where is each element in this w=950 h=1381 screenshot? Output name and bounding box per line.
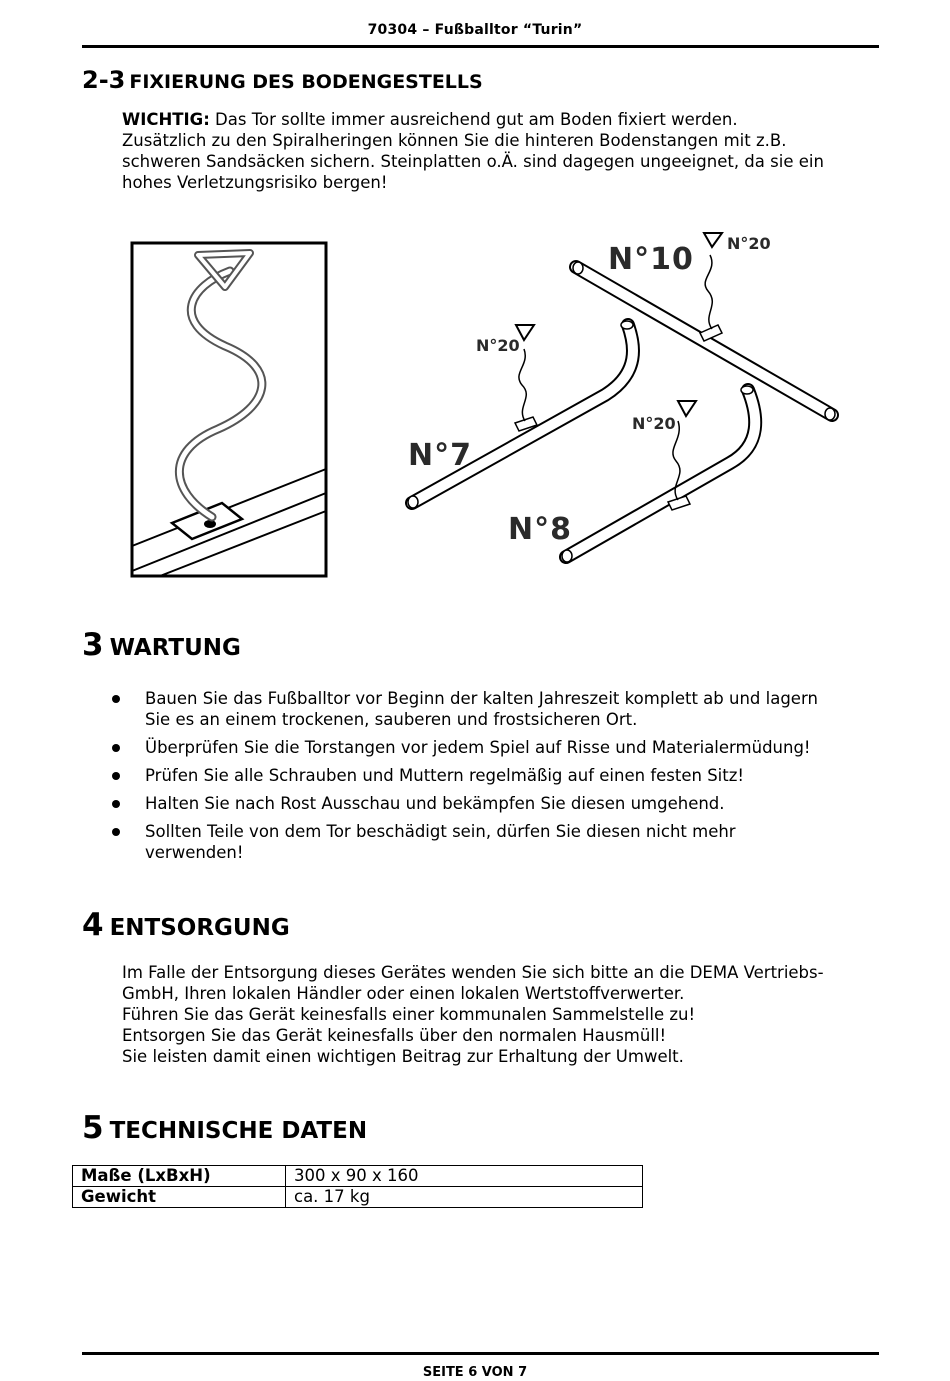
- section-number: 3: [82, 627, 104, 663]
- table-row: [73, 1166, 643, 1187]
- bullet-icon: [112, 772, 120, 780]
- fixing-line: schweren Sandsäcken sichern. Steinplatten o.Ä. sind dagegen ungeeignet, da sie ein: [122, 152, 824, 171]
- spec-key: Maße (LxBxH): [73, 1166, 286, 1187]
- list-item: [112, 688, 882, 730]
- fixing-line: Zusätzlich zu den Spiralheringen können Sie die hinteren Bodenstangen mit z.B.: [122, 131, 787, 150]
- fixing-paragraph: [122, 109, 882, 193]
- label-n20-b: N°20: [476, 336, 520, 355]
- maintenance-list: [112, 688, 882, 870]
- label-n10: N°10: [608, 242, 694, 277]
- list-item-text: Halten Sie nach Rost Ausschau und bekämpfen Sie diesen umgehend.: [145, 794, 725, 813]
- list-item-text: Sollten Teile von dem Tor beschädigt sein, dürfen Sie diesen nicht mehr: [145, 822, 736, 841]
- section-number: 2-3: [82, 66, 126, 94]
- list-item: [112, 737, 882, 758]
- bullet-icon: [112, 800, 120, 808]
- disposal-line: Führen Sie das Gerät keinesfalls einer kommunalen Sammelstelle zu!: [122, 1005, 696, 1024]
- bullet-icon: [112, 828, 120, 836]
- list-item-text: verwenden!: [145, 843, 244, 862]
- spiral-peg-detail-illustration: [130, 241, 328, 578]
- disposal-line: Sie leisten damit einen wichtigen Beitrag zur Erhaltung der Umwelt.: [122, 1047, 684, 1066]
- disposal-paragraph: [122, 962, 882, 1067]
- section-title: ENTSORGUNG: [109, 915, 290, 941]
- section-heading-disposal: [82, 907, 290, 943]
- tube-n8: [562, 386, 755, 562]
- section-heading-technical-data: [82, 1110, 367, 1146]
- label-n8: N°8: [508, 512, 572, 547]
- section-title: TECHNISCHE DATEN: [109, 1118, 368, 1144]
- bullet-icon: [112, 695, 120, 703]
- list-item: [112, 765, 882, 786]
- header-rule: [82, 45, 879, 48]
- important-label: WICHTIG:: [122, 110, 210, 129]
- list-item: [112, 793, 882, 814]
- fixing-line: hohes Verletzungsrisiko bergen!: [122, 173, 388, 192]
- table-row: [73, 1187, 643, 1208]
- tube-n7: [408, 321, 633, 508]
- spec-value: 300 x 90 x 160: [286, 1166, 643, 1187]
- fixing-line: Das Tor sollte immer ausreichend gut am Boden fixiert werden.: [215, 110, 738, 129]
- spec-value: ca. 17 kg: [286, 1187, 643, 1208]
- list-item: [112, 821, 882, 863]
- section-heading-fixing: [82, 66, 483, 94]
- section-number: 4: [82, 907, 104, 943]
- list-item-text: Bauen Sie das Fußballtor vor Beginn der kalten Jahreszeit komplett ab und lagern: [145, 689, 818, 708]
- disposal-line: Im Falle der Entsorgung dieses Gerätes wenden Sie sich bitte an die DEMA Vertriebs-: [122, 963, 824, 982]
- bullet-icon: [112, 744, 120, 752]
- label-n20-a: N°20: [727, 234, 771, 253]
- disposal-line: Entsorgen Sie das Gerät keinesfalls über den normalen Hausmüll!: [122, 1026, 667, 1045]
- label-n20-c: N°20: [632, 414, 676, 433]
- disposal-line: GmbH, Ihren lokalen Händler oder einen lokalen Wertstoffverwerter.: [122, 984, 685, 1003]
- section-title: WARTUNG: [109, 635, 241, 661]
- list-item-text: Sie es an einem trockenen, sauberen und frostsicheren Ort.: [145, 710, 638, 729]
- technical-data-table: [72, 1165, 643, 1208]
- label-n7: N°7: [408, 438, 472, 473]
- list-item-text: Prüfen Sie alle Schrauben und Muttern regelmäßig auf einen festen Sitz!: [145, 766, 745, 785]
- ground-frame-parts-illustration: [400, 225, 850, 575]
- document-header-title: 70304 – Fußballtor “Turin”: [367, 22, 583, 38]
- list-item-text: Überprüfen Sie die Torstangen vor jedem Spiel auf Risse und Materialermüdung!: [145, 738, 811, 757]
- footer-rule: [82, 1352, 879, 1355]
- page-number: SEITE 6 VON 7: [422, 1365, 528, 1380]
- section-number: 5: [82, 1110, 104, 1146]
- section-heading-maintenance: [82, 627, 241, 663]
- section-title: FIXIERUNG DES BODENGESTELLS: [129, 71, 483, 93]
- spec-key: Gewicht: [73, 1187, 286, 1208]
